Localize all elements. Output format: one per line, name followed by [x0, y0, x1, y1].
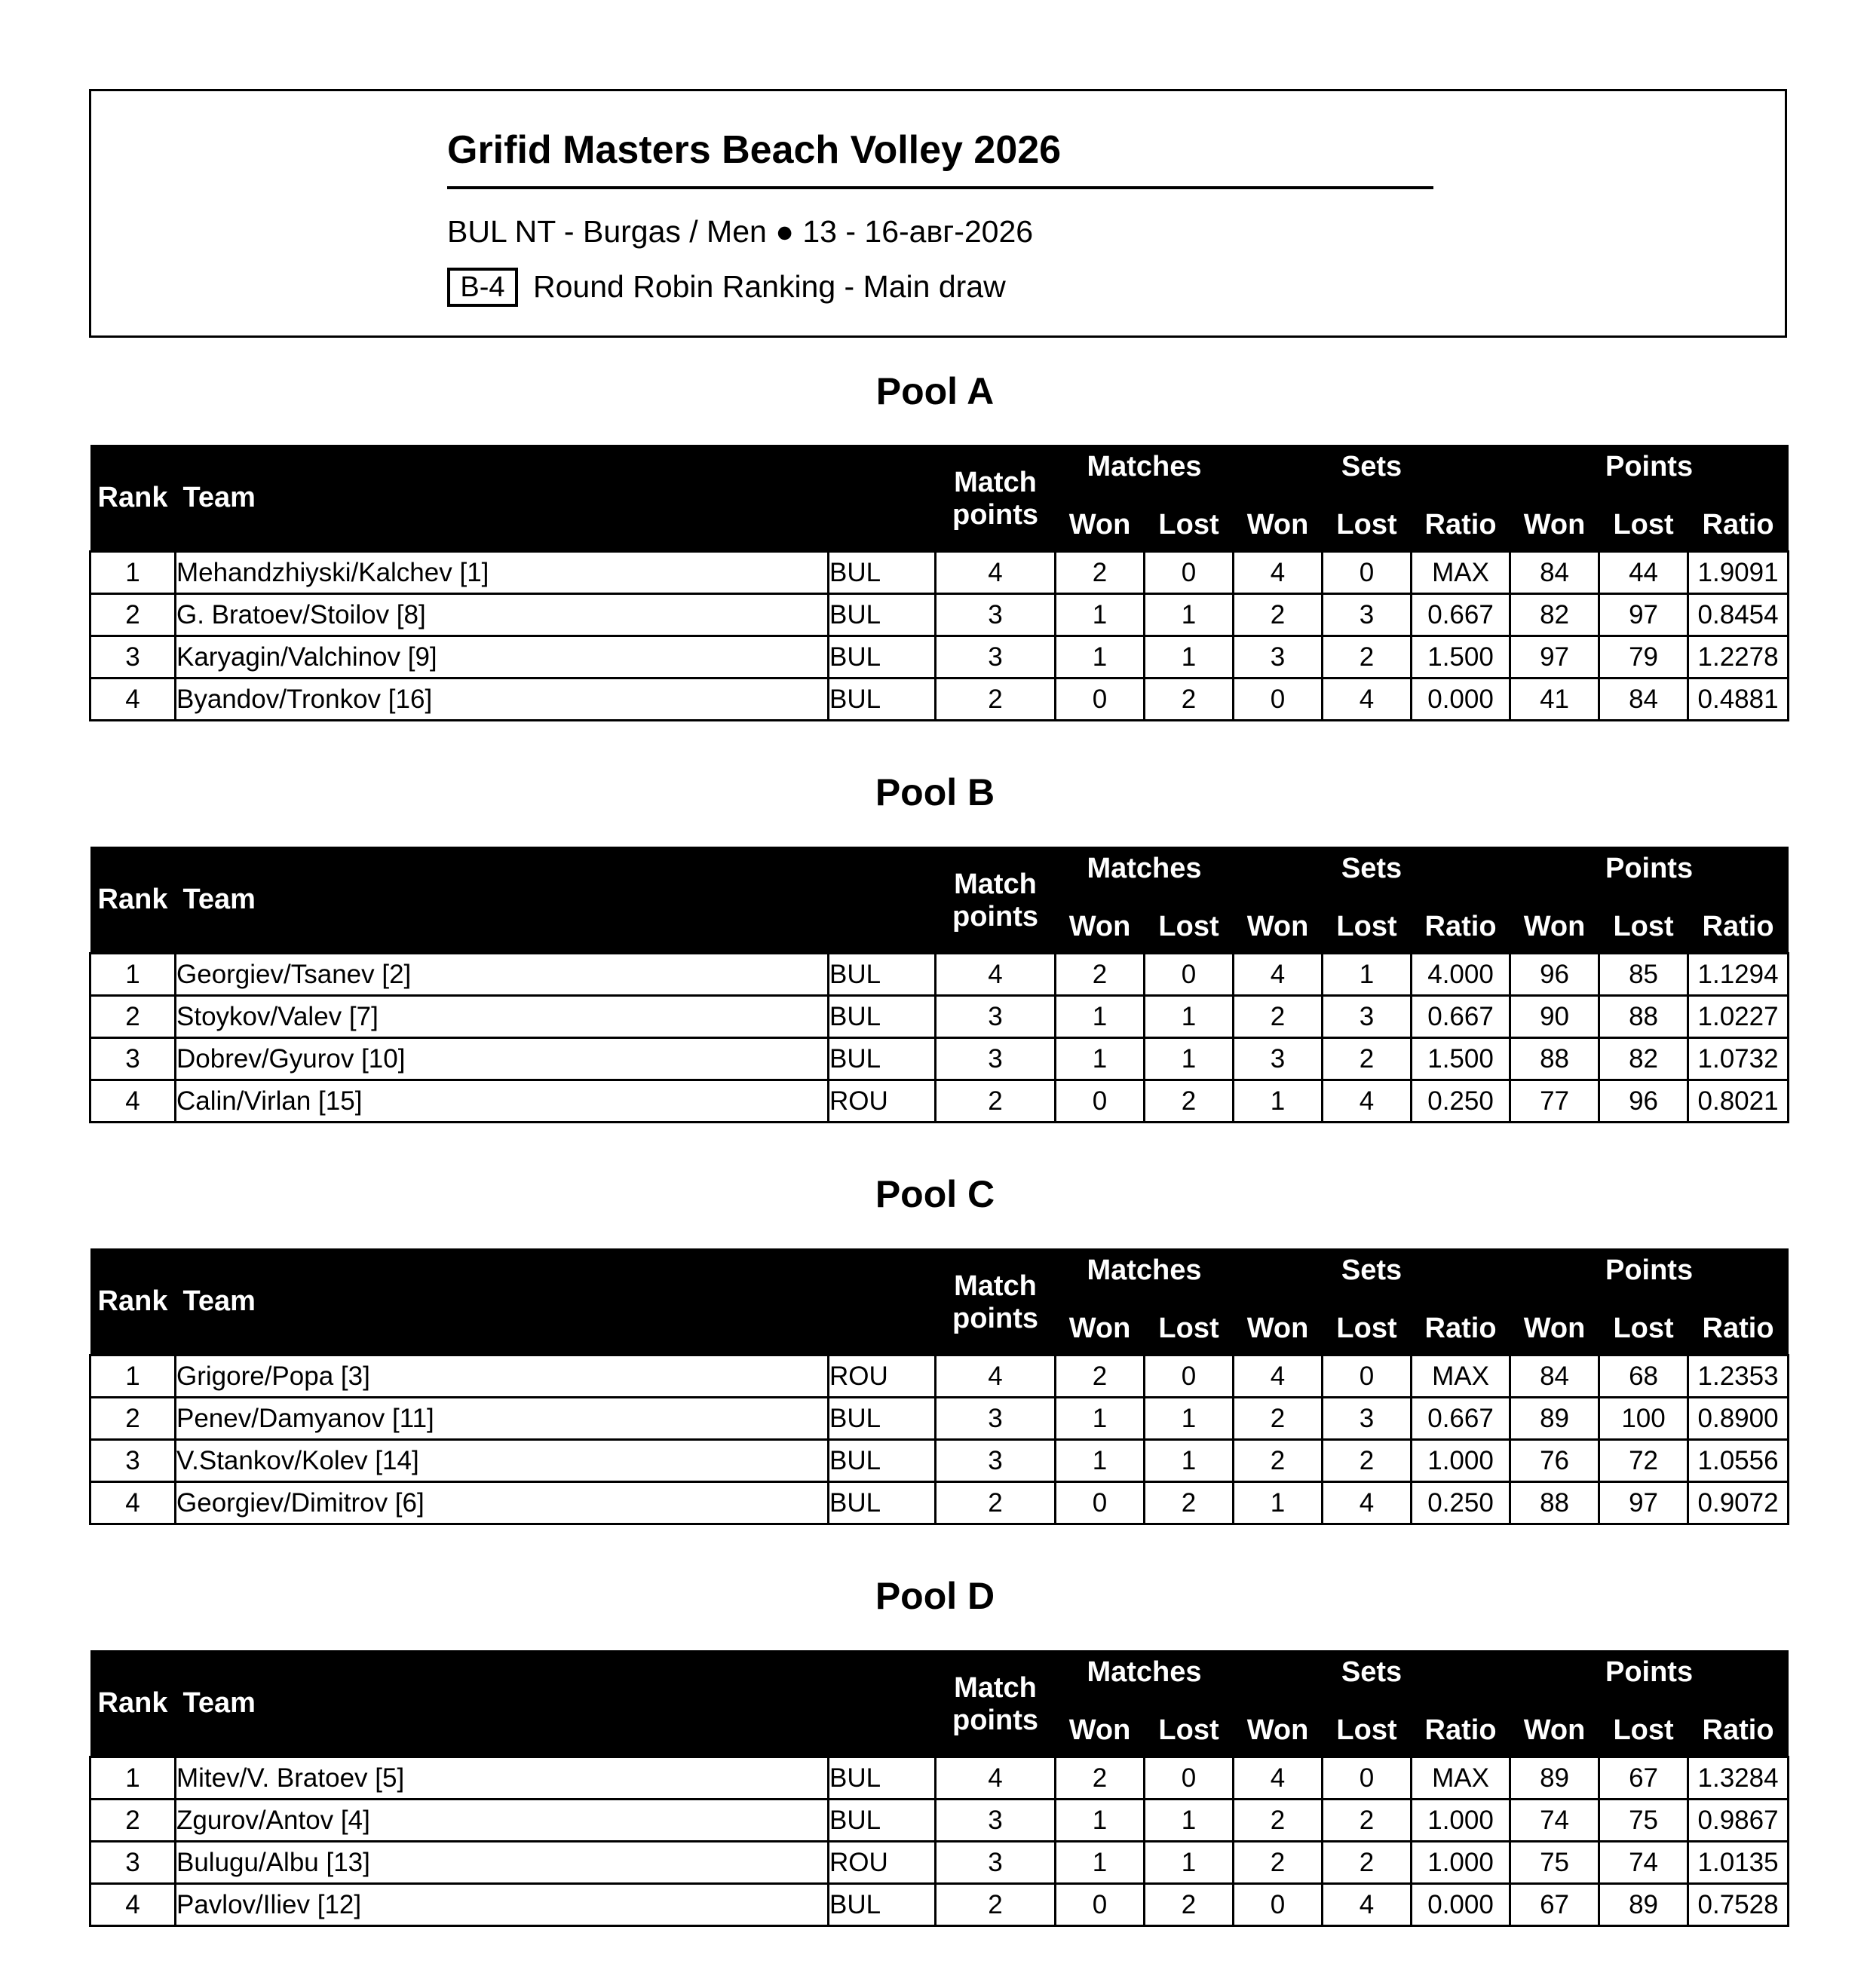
- cell-pr: 1.1294: [1688, 954, 1789, 996]
- cell-sw: 2: [1234, 1440, 1323, 1482]
- points-group-header: Points: [1510, 1650, 1789, 1705]
- cell-sl: 2: [1323, 1842, 1412, 1884]
- cell-sl: 4: [1323, 1080, 1412, 1123]
- cell-sl: 0: [1323, 1757, 1412, 1800]
- match-points-header-line2: points: [936, 499, 1056, 552]
- cell-mp: 3: [936, 1800, 1056, 1842]
- sets-ratio-header: Ratio: [1412, 499, 1510, 552]
- matches-group-header: Matches: [1056, 445, 1234, 499]
- cell-country: BUL: [829, 1757, 936, 1800]
- cell-pr: 1.2353: [1688, 1355, 1789, 1398]
- cell-rank: 1: [90, 552, 176, 594]
- sets-group-header: Sets: [1234, 847, 1510, 901]
- table-row: [90, 1884, 1789, 1926]
- cell-mp: 4: [936, 954, 1056, 996]
- document-code: B-4: [447, 268, 518, 307]
- pool-ranking-table: [89, 847, 1789, 1123]
- points-lost-header: Lost: [1599, 1705, 1688, 1757]
- cell-country: BUL: [829, 594, 936, 636]
- cell-sr: 0.000: [1412, 1884, 1510, 1926]
- points-won-header: Won: [1510, 1303, 1599, 1355]
- cell-ml: 2: [1145, 1482, 1234, 1524]
- cell-team: Byandov/Tronkov [16]: [176, 678, 829, 721]
- sets-lost-header: Lost: [1323, 499, 1412, 552]
- matches-group-header: Matches: [1056, 1248, 1234, 1303]
- cell-mp: 4: [936, 1757, 1056, 1800]
- cell-ml: 0: [1145, 954, 1234, 996]
- tournament-subtitle: BUL NT - Burgas / Men ● 13 - 16-авг-2026: [447, 214, 1034, 249]
- matches-lost-header: Lost: [1145, 1705, 1234, 1757]
- pool-title: Pool B: [875, 771, 995, 813]
- cell-mp: 3: [936, 636, 1056, 678]
- table-row: [90, 1757, 1789, 1800]
- cell-sr: MAX: [1412, 1355, 1510, 1398]
- cell-mw: 2: [1056, 1757, 1145, 1800]
- cell-country: ROU: [829, 1842, 936, 1884]
- cell-pr: 1.0227: [1688, 996, 1789, 1038]
- cell-pw: 41: [1510, 678, 1599, 721]
- pool-ranking-table: [89, 445, 1789, 721]
- cell-pl: 84: [1599, 678, 1688, 721]
- cell-sr: 1.000: [1412, 1800, 1510, 1842]
- cell-mp: 3: [936, 1398, 1056, 1440]
- cell-pw: 77: [1510, 1080, 1599, 1123]
- matches-group-header: Matches: [1056, 1650, 1234, 1705]
- cell-ml: 2: [1145, 678, 1234, 721]
- cell-sr: 0.250: [1412, 1482, 1510, 1524]
- cell-pw: 90: [1510, 996, 1599, 1038]
- sets-won-header: Won: [1234, 1705, 1323, 1757]
- pool-title: Pool A: [875, 370, 995, 412]
- table-row: [90, 1440, 1789, 1482]
- match-points-header-line1: Match: [936, 847, 1056, 901]
- cell-mw: 2: [1056, 954, 1145, 996]
- cell-mp: 3: [936, 594, 1056, 636]
- cell-pl: 89: [1599, 1884, 1688, 1926]
- cell-pr: 1.9091: [1688, 552, 1789, 594]
- cell-pw: 84: [1510, 1355, 1599, 1398]
- pool-ranking-table: [89, 1650, 1789, 1927]
- cell-mw: 0: [1056, 1884, 1145, 1926]
- matches-won-header: Won: [1056, 1705, 1145, 1757]
- cell-pr: 0.8021: [1688, 1080, 1789, 1123]
- cell-mw: 1: [1056, 996, 1145, 1038]
- cell-pr: 0.8454: [1688, 594, 1789, 636]
- cell-sl: 4: [1323, 678, 1412, 721]
- tournament-title: Grifid Masters Beach Volley 2026: [447, 128, 1062, 172]
- cell-country: BUL: [829, 1398, 936, 1440]
- cell-sl: 2: [1323, 1038, 1412, 1080]
- cell-ml: 1: [1145, 1398, 1234, 1440]
- cell-pw: 89: [1510, 1757, 1599, 1800]
- cell-sw: 2: [1234, 996, 1323, 1038]
- cell-pl: 100: [1599, 1398, 1688, 1440]
- cell-mw: 1: [1056, 1038, 1145, 1080]
- cell-pl: 97: [1599, 594, 1688, 636]
- cell-mp: 2: [936, 1884, 1056, 1926]
- cell-sr: MAX: [1412, 552, 1510, 594]
- cell-team: Bulugu/Albu [13]: [176, 1842, 829, 1884]
- cell-ml: 0: [1145, 552, 1234, 594]
- cell-pl: 72: [1599, 1440, 1688, 1482]
- team-header: Team: [176, 1650, 936, 1757]
- cell-rank: 1: [90, 954, 176, 996]
- sets-ratio-header: Ratio: [1412, 901, 1510, 954]
- points-group-header: Points: [1510, 445, 1789, 499]
- cell-mw: 2: [1056, 1355, 1145, 1398]
- match-points-header-line2: points: [936, 1705, 1056, 1757]
- cell-pr: 0.7528: [1688, 1884, 1789, 1926]
- cell-pw: 82: [1510, 594, 1599, 636]
- cell-team: Calin/Virlan [15]: [176, 1080, 829, 1123]
- cell-pw: 75: [1510, 1842, 1599, 1884]
- match-points-header-line2: points: [936, 1303, 1056, 1355]
- cell-sw: 3: [1234, 636, 1323, 678]
- cell-sw: 4: [1234, 1757, 1323, 1800]
- sets-won-header: Won: [1234, 1303, 1323, 1355]
- cell-mp: 4: [936, 552, 1056, 594]
- cell-sr: 0.667: [1412, 996, 1510, 1038]
- cell-sr: 0.250: [1412, 1080, 1510, 1123]
- cell-sr: 0.667: [1412, 1398, 1510, 1440]
- title-underline: [447, 186, 1433, 189]
- cell-sl: 4: [1323, 1482, 1412, 1524]
- table-row: [90, 1038, 1789, 1080]
- matches-won-header: Won: [1056, 901, 1145, 954]
- cell-country: BUL: [829, 1482, 936, 1524]
- cell-pl: 97: [1599, 1482, 1688, 1524]
- cell-rank: 1: [90, 1355, 176, 1398]
- points-ratio-header: Ratio: [1688, 901, 1789, 954]
- cell-mp: 3: [936, 1038, 1056, 1080]
- cell-sr: 0.000: [1412, 678, 1510, 721]
- points-lost-header: Lost: [1599, 901, 1688, 954]
- cell-mp: 2: [936, 1080, 1056, 1123]
- match-points-header-line1: Match: [936, 445, 1056, 499]
- pool-title: Pool D: [875, 1575, 995, 1617]
- table-row: [90, 1080, 1789, 1123]
- document-name: Round Robin Ranking - Main draw: [533, 269, 1006, 304]
- cell-ml: 1: [1145, 1842, 1234, 1884]
- table-row: [90, 1482, 1789, 1524]
- cell-country: ROU: [829, 1080, 936, 1123]
- cell-mp: 2: [936, 1482, 1056, 1524]
- points-ratio-header: Ratio: [1688, 1303, 1789, 1355]
- cell-mw: 1: [1056, 1440, 1145, 1482]
- cell-pw: 67: [1510, 1884, 1599, 1926]
- team-header: Team: [176, 847, 936, 954]
- table-row: [90, 1398, 1789, 1440]
- cell-sr: 0.667: [1412, 594, 1510, 636]
- cell-ml: 0: [1145, 1757, 1234, 1800]
- points-won-header: Won: [1510, 499, 1599, 552]
- cell-sr: 1.500: [1412, 636, 1510, 678]
- cell-mw: 0: [1056, 678, 1145, 721]
- table-row: [90, 954, 1789, 996]
- table-row: [90, 996, 1789, 1038]
- table-row: [90, 1355, 1789, 1398]
- cell-sl: 3: [1323, 594, 1412, 636]
- cell-rank: 3: [90, 1440, 176, 1482]
- cell-ml: 1: [1145, 594, 1234, 636]
- cell-rank: 2: [90, 594, 176, 636]
- cell-sl: 2: [1323, 1440, 1412, 1482]
- table-row: [90, 678, 1789, 721]
- cell-sw: 4: [1234, 552, 1323, 594]
- cell-pl: 74: [1599, 1842, 1688, 1884]
- table-row: [90, 552, 1789, 594]
- sets-group-header: Sets: [1234, 1248, 1510, 1303]
- cell-pr: 0.8900: [1688, 1398, 1789, 1440]
- cell-team: Stoykov/Valev [7]: [176, 996, 829, 1038]
- cell-country: BUL: [829, 1440, 936, 1482]
- cell-pw: 89: [1510, 1398, 1599, 1440]
- table-row: [90, 1800, 1789, 1842]
- rank-header: Rank: [90, 847, 176, 954]
- cell-mp: 3: [936, 1440, 1056, 1482]
- cell-pl: 68: [1599, 1355, 1688, 1398]
- cell-rank: 4: [90, 1482, 176, 1524]
- cell-mw: 1: [1056, 1800, 1145, 1842]
- cell-country: BUL: [829, 996, 936, 1038]
- cell-sw: 2: [1234, 1800, 1323, 1842]
- matches-won-header: Won: [1056, 1303, 1145, 1355]
- matches-lost-header: Lost: [1145, 901, 1234, 954]
- cell-sr: 1.000: [1412, 1842, 1510, 1884]
- cell-ml: 2: [1145, 1080, 1234, 1123]
- cell-pr: 1.0135: [1688, 1842, 1789, 1884]
- cell-ml: 2: [1145, 1884, 1234, 1926]
- team-header: Team: [176, 445, 936, 552]
- cell-sl: 1: [1323, 954, 1412, 996]
- sets-ratio-header: Ratio: [1412, 1705, 1510, 1757]
- cell-pl: 85: [1599, 954, 1688, 996]
- cell-pr: 1.0556: [1688, 1440, 1789, 1482]
- cell-mw: 1: [1056, 1842, 1145, 1884]
- cell-pl: 96: [1599, 1080, 1688, 1123]
- cell-sw: 1: [1234, 1080, 1323, 1123]
- cell-team: Zgurov/Antov [4]: [176, 1800, 829, 1842]
- cell-ml: 1: [1145, 1440, 1234, 1482]
- cell-rank: 4: [90, 1080, 176, 1123]
- cell-sl: 0: [1323, 1355, 1412, 1398]
- points-ratio-header: Ratio: [1688, 499, 1789, 552]
- table-row: [90, 636, 1789, 678]
- pool-ranking-table: [89, 1248, 1789, 1525]
- sets-lost-header: Lost: [1323, 1303, 1412, 1355]
- cell-team: Karyagin/Valchinov [9]: [176, 636, 829, 678]
- cell-country: BUL: [829, 1800, 936, 1842]
- cell-country: BUL: [829, 678, 936, 721]
- sets-ratio-header: Ratio: [1412, 1303, 1510, 1355]
- cell-rank: 1: [90, 1757, 176, 1800]
- cell-country: BUL: [829, 636, 936, 678]
- cell-sr: MAX: [1412, 1757, 1510, 1800]
- table-row: [90, 1842, 1789, 1884]
- rank-header: Rank: [90, 1650, 176, 1757]
- cell-country: BUL: [829, 552, 936, 594]
- cell-sl: 3: [1323, 996, 1412, 1038]
- cell-mw: 0: [1056, 1080, 1145, 1123]
- cell-mp: 2: [936, 678, 1056, 721]
- cell-mw: 0: [1056, 1482, 1145, 1524]
- points-ratio-header: Ratio: [1688, 1705, 1789, 1757]
- cell-mw: 1: [1056, 636, 1145, 678]
- cell-pl: 82: [1599, 1038, 1688, 1080]
- cell-team: Mehandzhiyski/Kalchev [1]: [176, 552, 829, 594]
- cell-ml: 1: [1145, 1038, 1234, 1080]
- cell-pl: 88: [1599, 996, 1688, 1038]
- matches-lost-header: Lost: [1145, 1303, 1234, 1355]
- cell-rank: 2: [90, 1398, 176, 1440]
- cell-rank: 2: [90, 1800, 176, 1842]
- cell-sl: 3: [1323, 1398, 1412, 1440]
- cell-country: BUL: [829, 1038, 936, 1080]
- cell-pr: 0.9867: [1688, 1800, 1789, 1842]
- cell-ml: 0: [1145, 1355, 1234, 1398]
- cell-country: ROU: [829, 1355, 936, 1398]
- cell-pw: 88: [1510, 1482, 1599, 1524]
- cell-ml: 1: [1145, 996, 1234, 1038]
- cell-sw: 2: [1234, 1398, 1323, 1440]
- cell-ml: 1: [1145, 1800, 1234, 1842]
- cell-mw: 1: [1056, 594, 1145, 636]
- sets-won-header: Won: [1234, 901, 1323, 954]
- sets-lost-header: Lost: [1323, 1705, 1412, 1757]
- points-group-header: Points: [1510, 847, 1789, 901]
- cell-team: Penev/Damyanov [11]: [176, 1398, 829, 1440]
- rank-header: Rank: [90, 445, 176, 552]
- match-points-header-line1: Match: [936, 1248, 1056, 1303]
- cell-rank: 2: [90, 996, 176, 1038]
- cell-pl: 75: [1599, 1800, 1688, 1842]
- cell-pr: 1.3284: [1688, 1757, 1789, 1800]
- cell-pr: 1.2278: [1688, 636, 1789, 678]
- sets-lost-header: Lost: [1323, 901, 1412, 954]
- cell-sl: 2: [1323, 636, 1412, 678]
- cell-sl: 4: [1323, 1884, 1412, 1926]
- cell-mp: 3: [936, 996, 1056, 1038]
- cell-pw: 84: [1510, 552, 1599, 594]
- cell-rank: 4: [90, 678, 176, 721]
- cell-rank: 4: [90, 1884, 176, 1926]
- cell-team: Georgiev/Tsanev [2]: [176, 954, 829, 996]
- cell-pw: 96: [1510, 954, 1599, 996]
- points-group-header: Points: [1510, 1248, 1789, 1303]
- cell-sl: 0: [1323, 552, 1412, 594]
- cell-mw: 1: [1056, 1398, 1145, 1440]
- cell-sw: 4: [1234, 1355, 1323, 1398]
- cell-sw: 3: [1234, 1038, 1323, 1080]
- cell-pl: 44: [1599, 552, 1688, 594]
- cell-team: Pavlov/Iliev [12]: [176, 1884, 829, 1926]
- cell-sr: 1.500: [1412, 1038, 1510, 1080]
- cell-sl: 2: [1323, 1800, 1412, 1842]
- table-row: [90, 594, 1789, 636]
- cell-pw: 88: [1510, 1038, 1599, 1080]
- cell-sw: 0: [1234, 678, 1323, 721]
- cell-rank: 3: [90, 636, 176, 678]
- cell-country: BUL: [829, 1884, 936, 1926]
- cell-rank: 3: [90, 1038, 176, 1080]
- cell-sr: 1.000: [1412, 1440, 1510, 1482]
- cell-team: G. Bratoev/Stoilov [8]: [176, 594, 829, 636]
- cell-pw: 74: [1510, 1800, 1599, 1842]
- cell-sw: 0: [1234, 1884, 1323, 1926]
- cell-team: Mitev/V. Bratoev [5]: [176, 1757, 829, 1800]
- cell-pr: 1.0732: [1688, 1038, 1789, 1080]
- points-lost-header: Lost: [1599, 1303, 1688, 1355]
- matches-won-header: Won: [1056, 499, 1145, 552]
- cell-sr: 4.000: [1412, 954, 1510, 996]
- cell-pr: 0.9072: [1688, 1482, 1789, 1524]
- cell-pl: 79: [1599, 636, 1688, 678]
- cell-pw: 97: [1510, 636, 1599, 678]
- sets-group-header: Sets: [1234, 445, 1510, 499]
- cell-mw: 2: [1056, 552, 1145, 594]
- cell-pl: 67: [1599, 1757, 1688, 1800]
- cell-ml: 1: [1145, 636, 1234, 678]
- sets-won-header: Won: [1234, 499, 1323, 552]
- cell-sw: 2: [1234, 594, 1323, 636]
- pool-title: Pool C: [875, 1173, 995, 1215]
- cell-mp: 4: [936, 1355, 1056, 1398]
- cell-team: Dobrev/Gyurov [10]: [176, 1038, 829, 1080]
- cell-rank: 3: [90, 1842, 176, 1884]
- cell-sw: 2: [1234, 1842, 1323, 1884]
- cell-sw: 1: [1234, 1482, 1323, 1524]
- cell-pw: 76: [1510, 1440, 1599, 1482]
- cell-team: Georgiev/Dimitrov [6]: [176, 1482, 829, 1524]
- matches-group-header: Matches: [1056, 847, 1234, 901]
- document-header: [89, 89, 1787, 338]
- cell-mp: 3: [936, 1842, 1056, 1884]
- rank-header: Rank: [90, 1248, 176, 1355]
- matches-lost-header: Lost: [1145, 499, 1234, 552]
- cell-pr: 0.4881: [1688, 678, 1789, 721]
- points-won-header: Won: [1510, 1705, 1599, 1757]
- points-lost-header: Lost: [1599, 499, 1688, 552]
- match-points-header-line1: Match: [936, 1650, 1056, 1705]
- match-points-header-line2: points: [936, 901, 1056, 954]
- team-header: Team: [176, 1248, 936, 1355]
- cell-sw: 4: [1234, 954, 1323, 996]
- cell-team: V.Stankov/Kolev [14]: [176, 1440, 829, 1482]
- cell-country: BUL: [829, 954, 936, 996]
- points-won-header: Won: [1510, 901, 1599, 954]
- cell-team: Grigore/Popa [3]: [176, 1355, 829, 1398]
- sets-group-header: Sets: [1234, 1650, 1510, 1705]
